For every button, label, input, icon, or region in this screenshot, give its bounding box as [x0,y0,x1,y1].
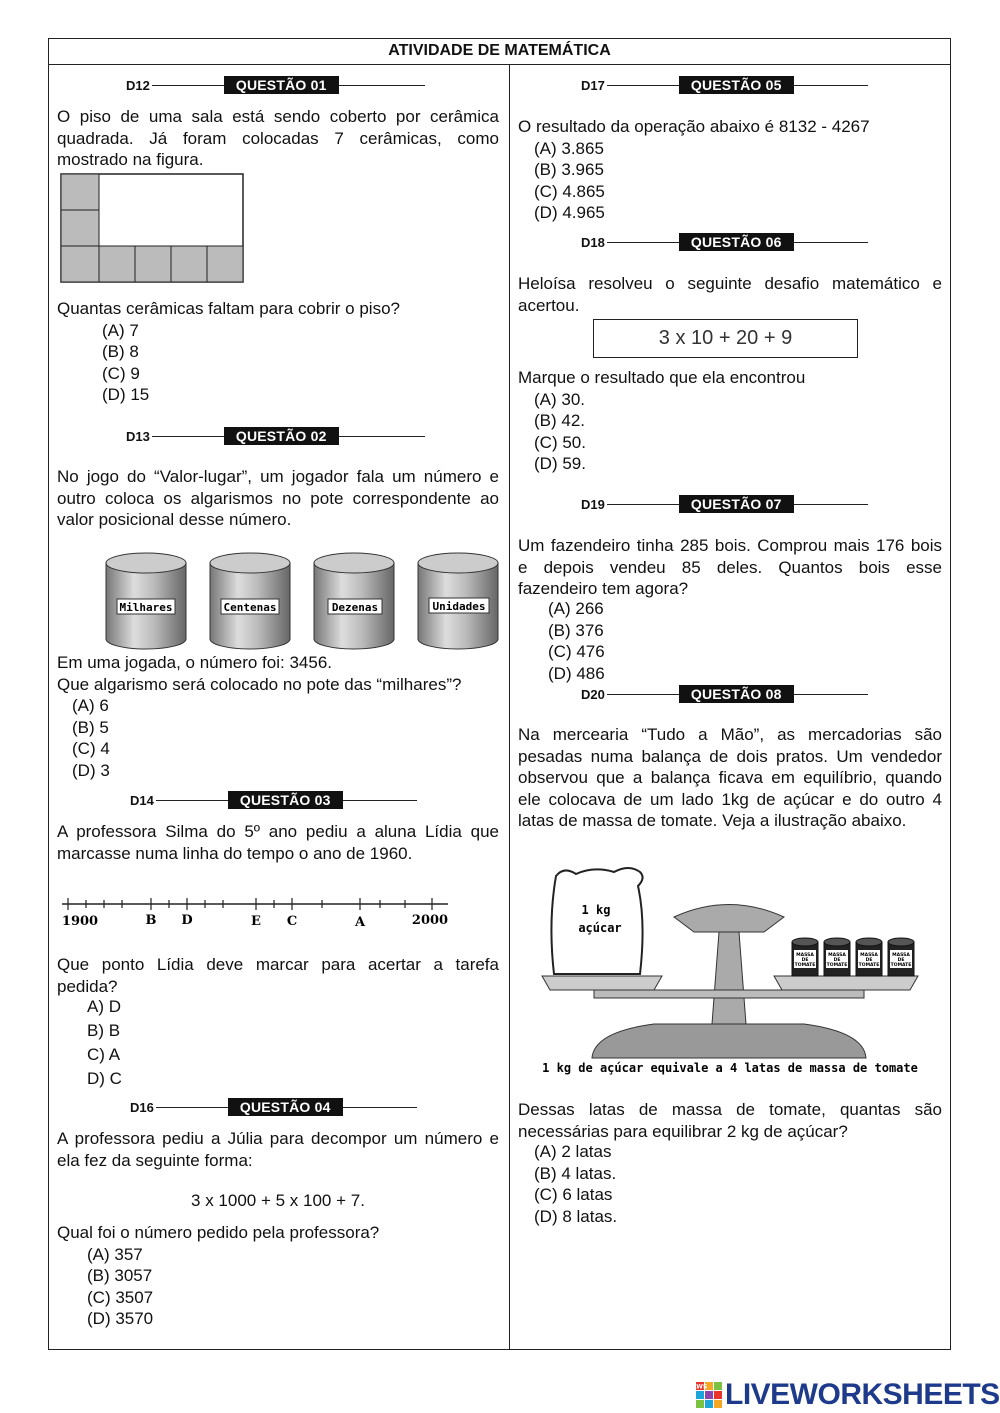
question-04-prompt: Qual foi o número pedido pela professora? (A) 357 (B) 3057 (C) 3507 (D) 3570 [57,1222,499,1330]
timeline-point-a: A [354,915,366,930]
question-02-text: No jogo do “Valor-lugar”, um jogador fala um número e outro coloca os algarismos no pote correspondente ao valor posicional desse número. [57,467,499,529]
question-07-header [581,495,868,513]
svg-text:TOMATE: TOMATE [826,963,848,968]
descriptor-code: D20 [581,686,605,702]
option-a[interactable]: (A) 2 latas [534,1142,612,1161]
pot-milhares [106,553,186,649]
svg-text:MASSA: MASSA [796,953,814,958]
option-d[interactable]: (D) 3 [72,760,110,780]
option-d[interactable]: (D) 4.965 [534,203,605,222]
descriptor-code: D16 [130,1099,154,1115]
question-06-prompt: Marque o resultado que ela encontrou (A) 30. (B) 42. (C) 50. (D) 59. [518,367,942,475]
question-08-header [581,685,868,703]
option-b[interactable]: (B) 5 [72,717,109,737]
option-d[interactable]: (D) 8 latas. [534,1206,618,1226]
option-b[interactable]: (B) 376 [548,620,604,640]
question-badge: QUESTÃO 08 [679,685,794,703]
option-c[interactable]: C) A [87,1045,121,1064]
svg-text:MASSA: MASSA [892,953,910,958]
question-02-header [126,427,425,445]
question-07-options [548,598,605,684]
svg-text:DE: DE [865,958,873,963]
question-04-text: A professora pediu a Júlia para decompor um número e ela fez da seguinte forma: [57,1129,499,1170]
worksheet-title: ATIVIDADE DE MATEMÁTICA [48,38,951,65]
question-08-options [534,1141,617,1227]
option-b[interactable]: (B) 3057 [87,1266,153,1285]
timeline-end-label: 2000 [411,913,449,928]
option-d[interactable]: (D) 15 [102,385,150,404]
svg-text:TOMATE: TOMATE [794,963,816,968]
svg-text:Milhares: Milhares [119,601,173,614]
svg-text:DE: DE [897,958,905,963]
question-03-text: A professora Silma do 5º ano pediu a aluna Lídia que marcasse numa linha do tempo o ano de 1960. [57,822,499,863]
question-badge: QUESTÃO 05 [679,76,794,94]
svg-text:Dezenas: Dezenas [331,601,379,614]
option-c[interactable]: (C) 476 [548,642,605,661]
sack-label-line2: açúcar [578,921,622,935]
timeline-point-c: C [286,914,298,929]
option-b[interactable]: (B) 4 latas. [534,1163,617,1183]
column-divider [509,64,510,1350]
tile-floor-figure [60,173,246,285]
option-c[interactable]: (C) 3507 [87,1287,154,1307]
tomato-cans [792,938,914,976]
descriptor-code: D12 [126,77,150,93]
pot-dezenas [314,553,394,649]
descriptor-code: D13 [126,428,150,444]
option-d[interactable]: (D) 486 [548,663,605,683]
question-08-text: Na mercearia “Tudo a Mão”, as mercadorias são pesadas numa balança de dois pratos. Um vendedor observou que a balança ficava em equilíbrio, quando ele colocava de um lado 1kg de açúcar e do outro 4 latas de massa de tomate. Veja a ilustração abaixo. [518,725,942,830]
question-06-header [581,233,868,251]
liveworksheets-brand: LIVEWORKSHEETS [725,1378,1000,1411]
timeline-figure [60,890,452,932]
descriptor-code: D14 [130,792,154,808]
place-value-pots [104,551,504,653]
question-05-header [581,76,868,94]
question-03-options [87,995,122,1091]
option-a[interactable]: (A) 7 [102,320,139,340]
option-a[interactable]: (A) 3.865 [534,138,604,158]
option-d[interactable]: (D) 59. [534,454,586,473]
option-b[interactable]: (B) 3.965 [534,160,604,179]
timeline-point-b: B [145,913,157,928]
sack-label-line1: 1 kg [581,903,611,917]
option-a[interactable]: A) D [87,997,121,1016]
balance-scale-figure [534,862,926,1080]
descriptor-code: D18 [581,234,605,250]
question-badge: QUESTÃO 02 [224,427,339,445]
svg-text:LWS: LWS [692,1383,708,1391]
pot-centenas [210,553,290,649]
option-c[interactable]: (C) 4 [72,739,110,758]
option-a[interactable]: (A) 30. [534,389,586,409]
option-b[interactable]: (B) 42. [534,411,586,430]
option-c[interactable]: (C) 50. [534,432,586,452]
svg-text:TOMATE: TOMATE [890,963,912,968]
descriptor-code: D19 [581,496,605,512]
option-b[interactable]: B) B [87,1021,121,1040]
option-c[interactable]: (C) 6 latas [534,1185,613,1204]
svg-text:DE: DE [801,958,809,963]
option-a[interactable]: (A) 6 [72,696,109,715]
liveworksheets-logo-icon [692,1382,722,1408]
question-07-text: Um fazendeiro tinha 285 bois. Comprou mais 176 bois e depois vendeu 85 deles. Quantos bois esse fazendeiro tem agora? [518,536,942,598]
svg-text:MASSA: MASSA [860,953,878,958]
option-a[interactable]: (A) 357 [87,1244,143,1264]
option-a[interactable]: (A) 266 [548,599,604,618]
question-08-prompt: Dessas latas de massa de tomate, quantas são necessárias para equilibrar 2 kg de açúcar? [518,1100,942,1141]
question-03-header [130,791,417,809]
pot-unidades [418,553,498,649]
challenge-expression: 3 x 10 + 20 + 9 [593,319,858,358]
question-06-text: Heloísa resolveu o seguinte desafio matemático e acertou. [518,274,942,315]
svg-text:MASSA: MASSA [828,953,846,958]
question-02-prompt: Em uma jogada, o número foi: 3456. Que algarismo será colocado no pote das “milhares”? (A) 6 (B) 5 (C) 4 (D) 3 [57,652,505,781]
svg-text:TOMATE: TOMATE [858,963,880,968]
option-c[interactable]: (C) 4.865 [534,181,605,201]
question-badge: QUESTÃO 04 [228,1098,343,1116]
question-04-header [130,1098,417,1116]
svg-text:DE: DE [833,958,841,963]
svg-text:Centenas: Centenas [223,601,277,614]
timeline-point-e: E [251,914,261,929]
question-05-text: O resultado da operação abaixo é 8132 - 4267 (A) 3.865 (B) 3.965 (C) 4.865 (D) 4.965 [518,116,942,224]
timeline-start-label: 1900 [61,914,99,929]
descriptor-code: D17 [581,77,605,93]
option-d[interactable]: (D) 3570 [87,1309,154,1328]
timeline-point-d: D [181,913,193,928]
question-01-header [126,76,425,94]
question-badge: QUESTÃO 07 [679,495,794,513]
question-03-prompt: Que ponto Lídia deve marcar para acertar a tarefa pedida? [57,955,499,996]
question-01-prompt: Quantas cerâmicas faltam para cobrir o piso? (A) 7 (B) 8 (C) 9 (D) 15 [57,298,499,406]
svg-text:Unidades: Unidades [432,600,486,613]
decomposition-expression: 3 x 1000 + 5 x 100 + 7. [191,1191,365,1210]
question-badge: QUESTÃO 01 [224,76,339,94]
option-b[interactable]: (B) 8 [102,342,139,361]
question-badge: QUESTÃO 06 [679,233,794,251]
option-d[interactable]: D) C [87,1069,122,1088]
liveworksheets-logo[interactable] [692,1378,1000,1412]
question-01-text: O piso de uma sala está sendo coberto por cerâmica quadrada. Já foram colocadas 7 cerâmicas, como mostrado na figura. [57,107,499,169]
option-c[interactable]: (C) 9 [102,363,140,383]
balance-caption: 1 kg de açúcar equivale a 4 latas de massa de tomate [542,1061,918,1075]
question-badge: QUESTÃO 03 [228,791,343,809]
